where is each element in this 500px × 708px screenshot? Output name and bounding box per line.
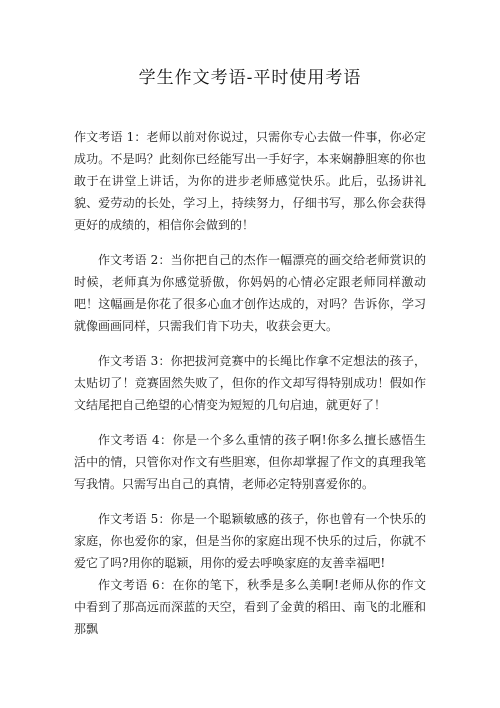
comment-paragraph-1: 作文考语 1：老师以前对你说过，只需你专心去做一件事，你必定成功。不是吗？此刻你已经能写出一手好字，本来娴静胆寒的你也敢于在讲堂上讲话，为你的进步老师感觉快乐。此后，弘扬讲礼貌、爱劳动的长处，学习上，持续努力，仔细书写，那么你会获得更好的成绩的，相信你会做到的！ [74, 130, 426, 232]
comment-paragraph-6: 作文考语 6：在你的笔下，秋季是多么美啊!老师从你的作文中看到了那高远而深蓝的天空，看到了金黄的稻田、南飞的北雁和那飘 [74, 578, 426, 636]
comment-paragraph-3: 作文考语 3：你把拔河竞赛中的长绳比作拿不定想法的孩子，太贴切了！竞赛固然失败了，但你的作文却写得特别成功！假如作文结尾把自己绝望的心情变为短短的几句启迪，就更好了！ [74, 354, 426, 412]
document-body [74, 126, 426, 640]
document-title: 学生作文考语-平时使用考语 [138, 68, 362, 88]
comment-paragraph-2: 作文考语 2：当你把自己的杰作一幅漂亮的画交给老师赏识的时候，老师真为你感觉骄傲，你妈妈的心情必定跟老师同样激动吧！这幅画是你花了很多心血才创作达成的，对吗？告诉你，学习就像画画同样，只需我们肯下功夫，收获会更大。 [74, 253, 426, 333]
comment-paragraph-5: 作文考语 5：你是一个聪颖敏感的孩子，你也曾有一个快乐的家庭，你也爱你的家，但是当你的家庭出现不快乐的过后，你就不爱它了吗?用你的聪颖，用你的爱去呼唤家庭的友善幸福吧! [74, 512, 426, 570]
comment-paragraph-4: 作文考语 4：你是一个多么重情的孩子啊!你多么擅长感悟生活中的情，只管你对作文有些胆寒，但你却掌握了作文的真理我笔写我情。只需写出自己的真情，老师必定特别喜爱你的。 [74, 433, 426, 491]
